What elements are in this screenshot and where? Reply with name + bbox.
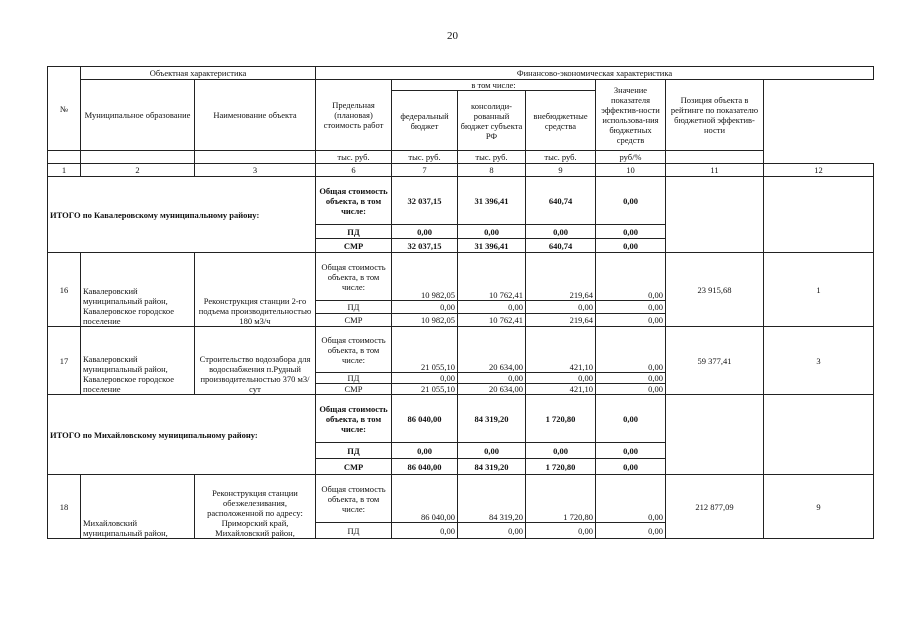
value-cell: 0,00 bbox=[596, 373, 666, 384]
value-cell: 10 762,41 bbox=[458, 253, 526, 301]
row-number: 16 bbox=[48, 253, 81, 327]
indicator-value: 59 377,41 bbox=[666, 327, 764, 395]
col-number: 2 bbox=[81, 164, 195, 177]
smr-label: СМР bbox=[316, 459, 392, 475]
value-cell: 0,00 bbox=[596, 327, 666, 373]
value-cell: 10 982,05 bbox=[392, 314, 458, 327]
header-num: № bbox=[48, 67, 81, 151]
header-max-cost: Предельная (плановая) стоимость работ bbox=[316, 80, 392, 151]
total-cost-label: Общая стоимость объекта, в том числе: bbox=[316, 475, 392, 523]
value-cell: 21 055,10 bbox=[392, 327, 458, 373]
value-cell: 0,00 bbox=[392, 301, 458, 314]
table-row bbox=[48, 253, 874, 301]
value-cell: 0,00 bbox=[458, 301, 526, 314]
total-cell: 0,00 bbox=[458, 225, 526, 239]
value-cell: 1 720,80 bbox=[526, 475, 596, 523]
unit-empty bbox=[666, 151, 764, 164]
unit-max-cost: тыс. руб. bbox=[316, 151, 392, 164]
col-number: 7 bbox=[392, 164, 458, 177]
header-municipality: Муниципальное образование bbox=[81, 80, 195, 151]
unit-extrabudget: тыс. руб. bbox=[526, 151, 596, 164]
header-federal: федеральный бюджет bbox=[392, 91, 458, 151]
pd-label: ПД bbox=[316, 523, 392, 539]
total-cell: 86 040,00 bbox=[392, 459, 458, 475]
value-cell: 10 982,05 bbox=[392, 253, 458, 301]
value-cell: 0,00 bbox=[596, 301, 666, 314]
row-object-name: Реконструкция станции обезжелезивания, расположенной по адресу: Приморский край, Михайловский район, bbox=[195, 475, 316, 539]
value-cell: 0,00 bbox=[392, 523, 458, 539]
table-row bbox=[48, 327, 874, 373]
page-number: 20 bbox=[447, 30, 458, 42]
col-number: 6 bbox=[316, 164, 392, 177]
smr-label: СМР bbox=[316, 239, 392, 253]
value-cell: 0,00 bbox=[526, 301, 596, 314]
total-cell: 640,74 bbox=[526, 177, 596, 225]
pd-label: ПД bbox=[316, 443, 392, 459]
value-cell: 0,00 bbox=[596, 314, 666, 327]
value-cell: 421,10 bbox=[526, 384, 596, 395]
header-consolidated: консолиди-рованный бюджет субъекта РФ bbox=[458, 91, 526, 151]
header-position: Позиция объекта в рейтинге по показателю бюджетной эффектив-ности bbox=[666, 80, 764, 151]
value-cell: 219,64 bbox=[526, 314, 596, 327]
total-empty bbox=[666, 395, 764, 475]
smr-label: СМР bbox=[316, 384, 392, 395]
total-cell: 0,00 bbox=[526, 225, 596, 239]
total-cost-label: Общая стоимость объекта, в том числе: bbox=[316, 177, 392, 225]
header-including: в том числе: bbox=[392, 80, 596, 91]
row-municipality: Михайловский муниципальный район, bbox=[81, 475, 195, 539]
value-cell: 0,00 bbox=[458, 373, 526, 384]
total-cell: 0,00 bbox=[596, 443, 666, 459]
value-cell: 0,00 bbox=[392, 373, 458, 384]
total-cell: 0,00 bbox=[458, 443, 526, 459]
value-cell: 21 055,10 bbox=[392, 384, 458, 395]
total-mikhailovsky-title: ИТОГО по Михайловскому муниципальному району: bbox=[48, 395, 316, 475]
financial-table bbox=[47, 66, 874, 539]
total-cell: 0,00 bbox=[596, 239, 666, 253]
total-cell: 31 396,41 bbox=[458, 239, 526, 253]
value-cell: 0,00 bbox=[458, 523, 526, 539]
unit-empty bbox=[81, 151, 195, 164]
total-cell: 32 037,15 bbox=[392, 239, 458, 253]
col-number: 11 bbox=[666, 164, 764, 177]
row-object-name: Реконструкция станции 2-го подъема производительностью 180 м3/ч bbox=[195, 253, 316, 327]
row-number: 17 bbox=[48, 327, 81, 395]
header-extrabudget: внебюджетные средства bbox=[526, 91, 596, 151]
unit-empty bbox=[48, 151, 81, 164]
row-object-name: Строительство водозабора для водоснабжения п.Рудный производительностью 370 м3/сут bbox=[195, 327, 316, 395]
col-number: 9 bbox=[526, 164, 596, 177]
header-object-name: Наименование объекта bbox=[195, 80, 316, 151]
value-cell: 0,00 bbox=[526, 373, 596, 384]
row-municipality: Кавалеровский муниципальный район, Кавалеровское городское поселение bbox=[81, 327, 195, 395]
total-cell: 32 037,15 bbox=[392, 177, 458, 225]
col-number: 10 bbox=[596, 164, 666, 177]
header-object-group: Объектная характеристика bbox=[81, 67, 316, 80]
total-cost-label: Общая стоимость объекта, в том числе: bbox=[316, 395, 392, 443]
total-empty bbox=[764, 177, 874, 253]
position-value: 1 bbox=[764, 253, 874, 327]
value-cell: 0,00 bbox=[596, 523, 666, 539]
total-empty bbox=[764, 395, 874, 475]
header-indicator: Значение показателя эффектив-ности использова-ния бюджетных средств bbox=[596, 80, 666, 151]
unit-consolidated: тыс. руб. bbox=[458, 151, 526, 164]
value-cell: 20 634,00 bbox=[458, 327, 526, 373]
total-cell: 0,00 bbox=[392, 443, 458, 459]
value-cell: 0,00 bbox=[596, 384, 666, 395]
total-cell: 31 396,41 bbox=[458, 177, 526, 225]
unit-empty bbox=[195, 151, 316, 164]
value-cell: 421,10 bbox=[526, 327, 596, 373]
total-cost-label: Общая стоимость объекта, в том числе: bbox=[316, 327, 392, 373]
col-number: 12 bbox=[764, 164, 874, 177]
header-finance-group: Финансово-экономическая характеристика bbox=[316, 67, 874, 80]
total-cell: 0,00 bbox=[596, 225, 666, 239]
total-empty bbox=[666, 177, 764, 253]
total-cell: 0,00 bbox=[596, 459, 666, 475]
value-cell: 10 762,41 bbox=[458, 314, 526, 327]
col-number: 1 bbox=[48, 164, 81, 177]
position-value: 3 bbox=[764, 327, 874, 395]
total-kavalerovsky-title: ИТОГО по Кавалеровскому муниципальному району: bbox=[48, 177, 316, 253]
total-cell: 0,00 bbox=[596, 395, 666, 443]
value-cell: 219,64 bbox=[526, 253, 596, 301]
col-number: 3 bbox=[195, 164, 316, 177]
indicator-value: 23 915,68 bbox=[666, 253, 764, 327]
pd-label: ПД bbox=[316, 225, 392, 239]
unit-indicator: руб/% bbox=[596, 151, 666, 164]
total-cell: 0,00 bbox=[596, 177, 666, 225]
total-cost-label: Общая стоимость объекта, в том числе: bbox=[316, 253, 392, 301]
unit-federal: тыс. руб. bbox=[392, 151, 458, 164]
total-cell: 1 720,80 bbox=[526, 395, 596, 443]
row-number: 18 bbox=[48, 475, 81, 539]
total-cell: 640,74 bbox=[526, 239, 596, 253]
total-cell: 0,00 bbox=[526, 443, 596, 459]
row-municipality: Кавалеровский муниципальный район, Кавалеровское городское поселение bbox=[81, 253, 195, 327]
total-cell: 84 319,20 bbox=[458, 459, 526, 475]
smr-label: СМР bbox=[316, 314, 392, 327]
total-cell: 84 319,20 bbox=[458, 395, 526, 443]
col-number: 8 bbox=[458, 164, 526, 177]
position-value: 9 bbox=[764, 475, 874, 539]
value-cell: 86 040,00 bbox=[392, 475, 458, 523]
total-row-mikhailovsky bbox=[48, 395, 874, 443]
pd-label: ПД bbox=[316, 373, 392, 384]
total-cell: 86 040,00 bbox=[392, 395, 458, 443]
value-cell: 0,00 bbox=[526, 523, 596, 539]
value-cell: 0,00 bbox=[596, 253, 666, 301]
total-cell: 0,00 bbox=[392, 225, 458, 239]
total-row-kavalerovsky bbox=[48, 177, 874, 225]
value-cell: 20 634,00 bbox=[458, 384, 526, 395]
value-cell: 84 319,20 bbox=[458, 475, 526, 523]
pd-label: ПД bbox=[316, 301, 392, 314]
value-cell: 0,00 bbox=[596, 475, 666, 523]
table-row bbox=[48, 475, 874, 523]
total-cell: 1 720,80 bbox=[526, 459, 596, 475]
indicator-value: 212 877,09 bbox=[666, 475, 764, 539]
